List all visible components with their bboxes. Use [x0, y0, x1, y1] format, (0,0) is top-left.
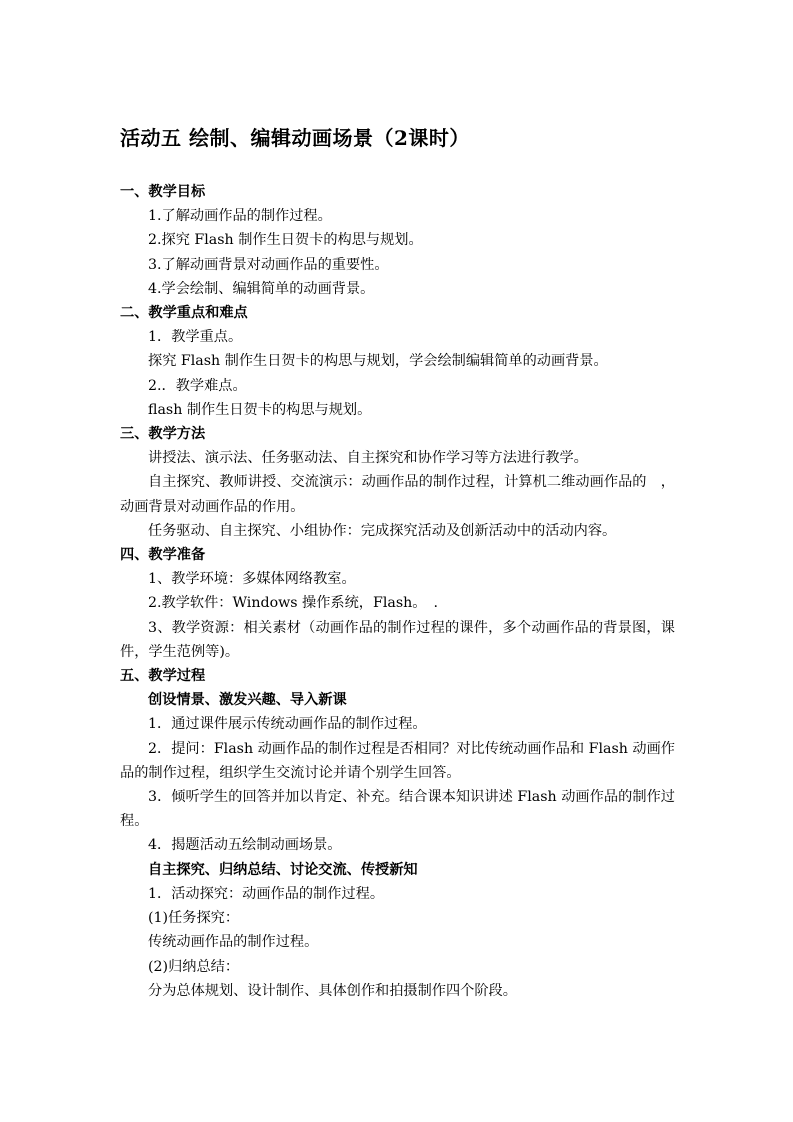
process-step: 1．活动探究：动画作品的制作过程。 — [148, 885, 385, 902]
methods-paragraph: 任务驱动、自主探究、小组协作：完成探究活动及创新活动中的活动内容。 — [148, 522, 617, 539]
document-body — [120, 180, 675, 1003]
key-point-text: 探究 Flash 制作生日贺卡的构思与规划，学会绘制编辑简单的动画背景。 — [148, 353, 608, 370]
preparation-item: 2.教学软件：Windows 操作系统，Flash。 . — [148, 595, 439, 612]
page-title: 活动五 绘制、编辑动画场景（2课时） — [120, 126, 470, 150]
objective-item: 3.了解动画背景对动画作品的重要性。 — [148, 256, 389, 273]
process-step: (2)归纳总结： — [148, 958, 240, 975]
section-heading-process: 五、教学过程 — [120, 668, 206, 685]
key-point-label: 1．教学重点。 — [148, 329, 243, 346]
preparation-item: 3、教学资源：相关素材（动画作品的制作过程的课件，多个动画作品的背景图，课件，学生范例等)。 — [120, 619, 675, 660]
methods-paragraph: 自主探究、教师讲授、交流演示：动画作品的制作过程，计算机二维动画作品的 ，动画背景对动画作品的作用。 — [120, 474, 675, 515]
process-step: 2．提问：Flash 动画作品的制作过程是否相同？对比传统动画作品和 Flash 动画作品的制作过程，组织学生交流讨论并请个别学生回答。 — [120, 740, 675, 781]
section-heading-methods: 三、教学方法 — [120, 426, 206, 443]
process-step: 4．揭题活动五绘制动画场景。 — [148, 837, 342, 854]
methods-paragraph: 讲授法、演示法、任务驱动法、自主探究和协作学习等方法进行教学。 — [148, 450, 588, 467]
process-step: 1．通过课件展示传统动画作品的制作过程。 — [148, 716, 427, 733]
difficulty-label: 2.．教学难点。 — [148, 377, 247, 394]
process-subheading: 创设情景、激发兴趣、导入新课 — [148, 692, 347, 709]
difficulty-text: flash 制作生日贺卡的构思与规划。 — [148, 401, 372, 418]
section-heading-key-points: 二、教学重点和难点 — [120, 305, 248, 322]
preparation-item: 1、教学环境：多媒体网络教室。 — [148, 571, 356, 588]
process-step: 传统动画作品的制作过程。 — [148, 934, 319, 951]
process-step: 3．倾听学生的回答并加以肯定、补充。结合课本知识讲述 Flash 动画作品的制作过程。 — [120, 789, 675, 830]
objective-item: 1.了解动画作品的制作过程。 — [148, 208, 332, 225]
objective-item: 4.学会绘制、编辑简单的动画背景。 — [148, 280, 375, 297]
objective-item: 2.探究 Flash 制作生日贺卡的构思与规划。 — [148, 232, 423, 249]
section-heading-preparation: 四、教学准备 — [120, 547, 206, 564]
process-subheading: 自主探究、归纳总结、讨论交流、传授新知 — [148, 861, 418, 878]
section-heading-objectives: 一、教学目标 — [120, 184, 206, 200]
process-step: (1)任务探究： — [148, 910, 240, 927]
process-step: 分为总体规划、设计制作、具体创作和拍摄制作四个阶段。 — [148, 982, 517, 999]
